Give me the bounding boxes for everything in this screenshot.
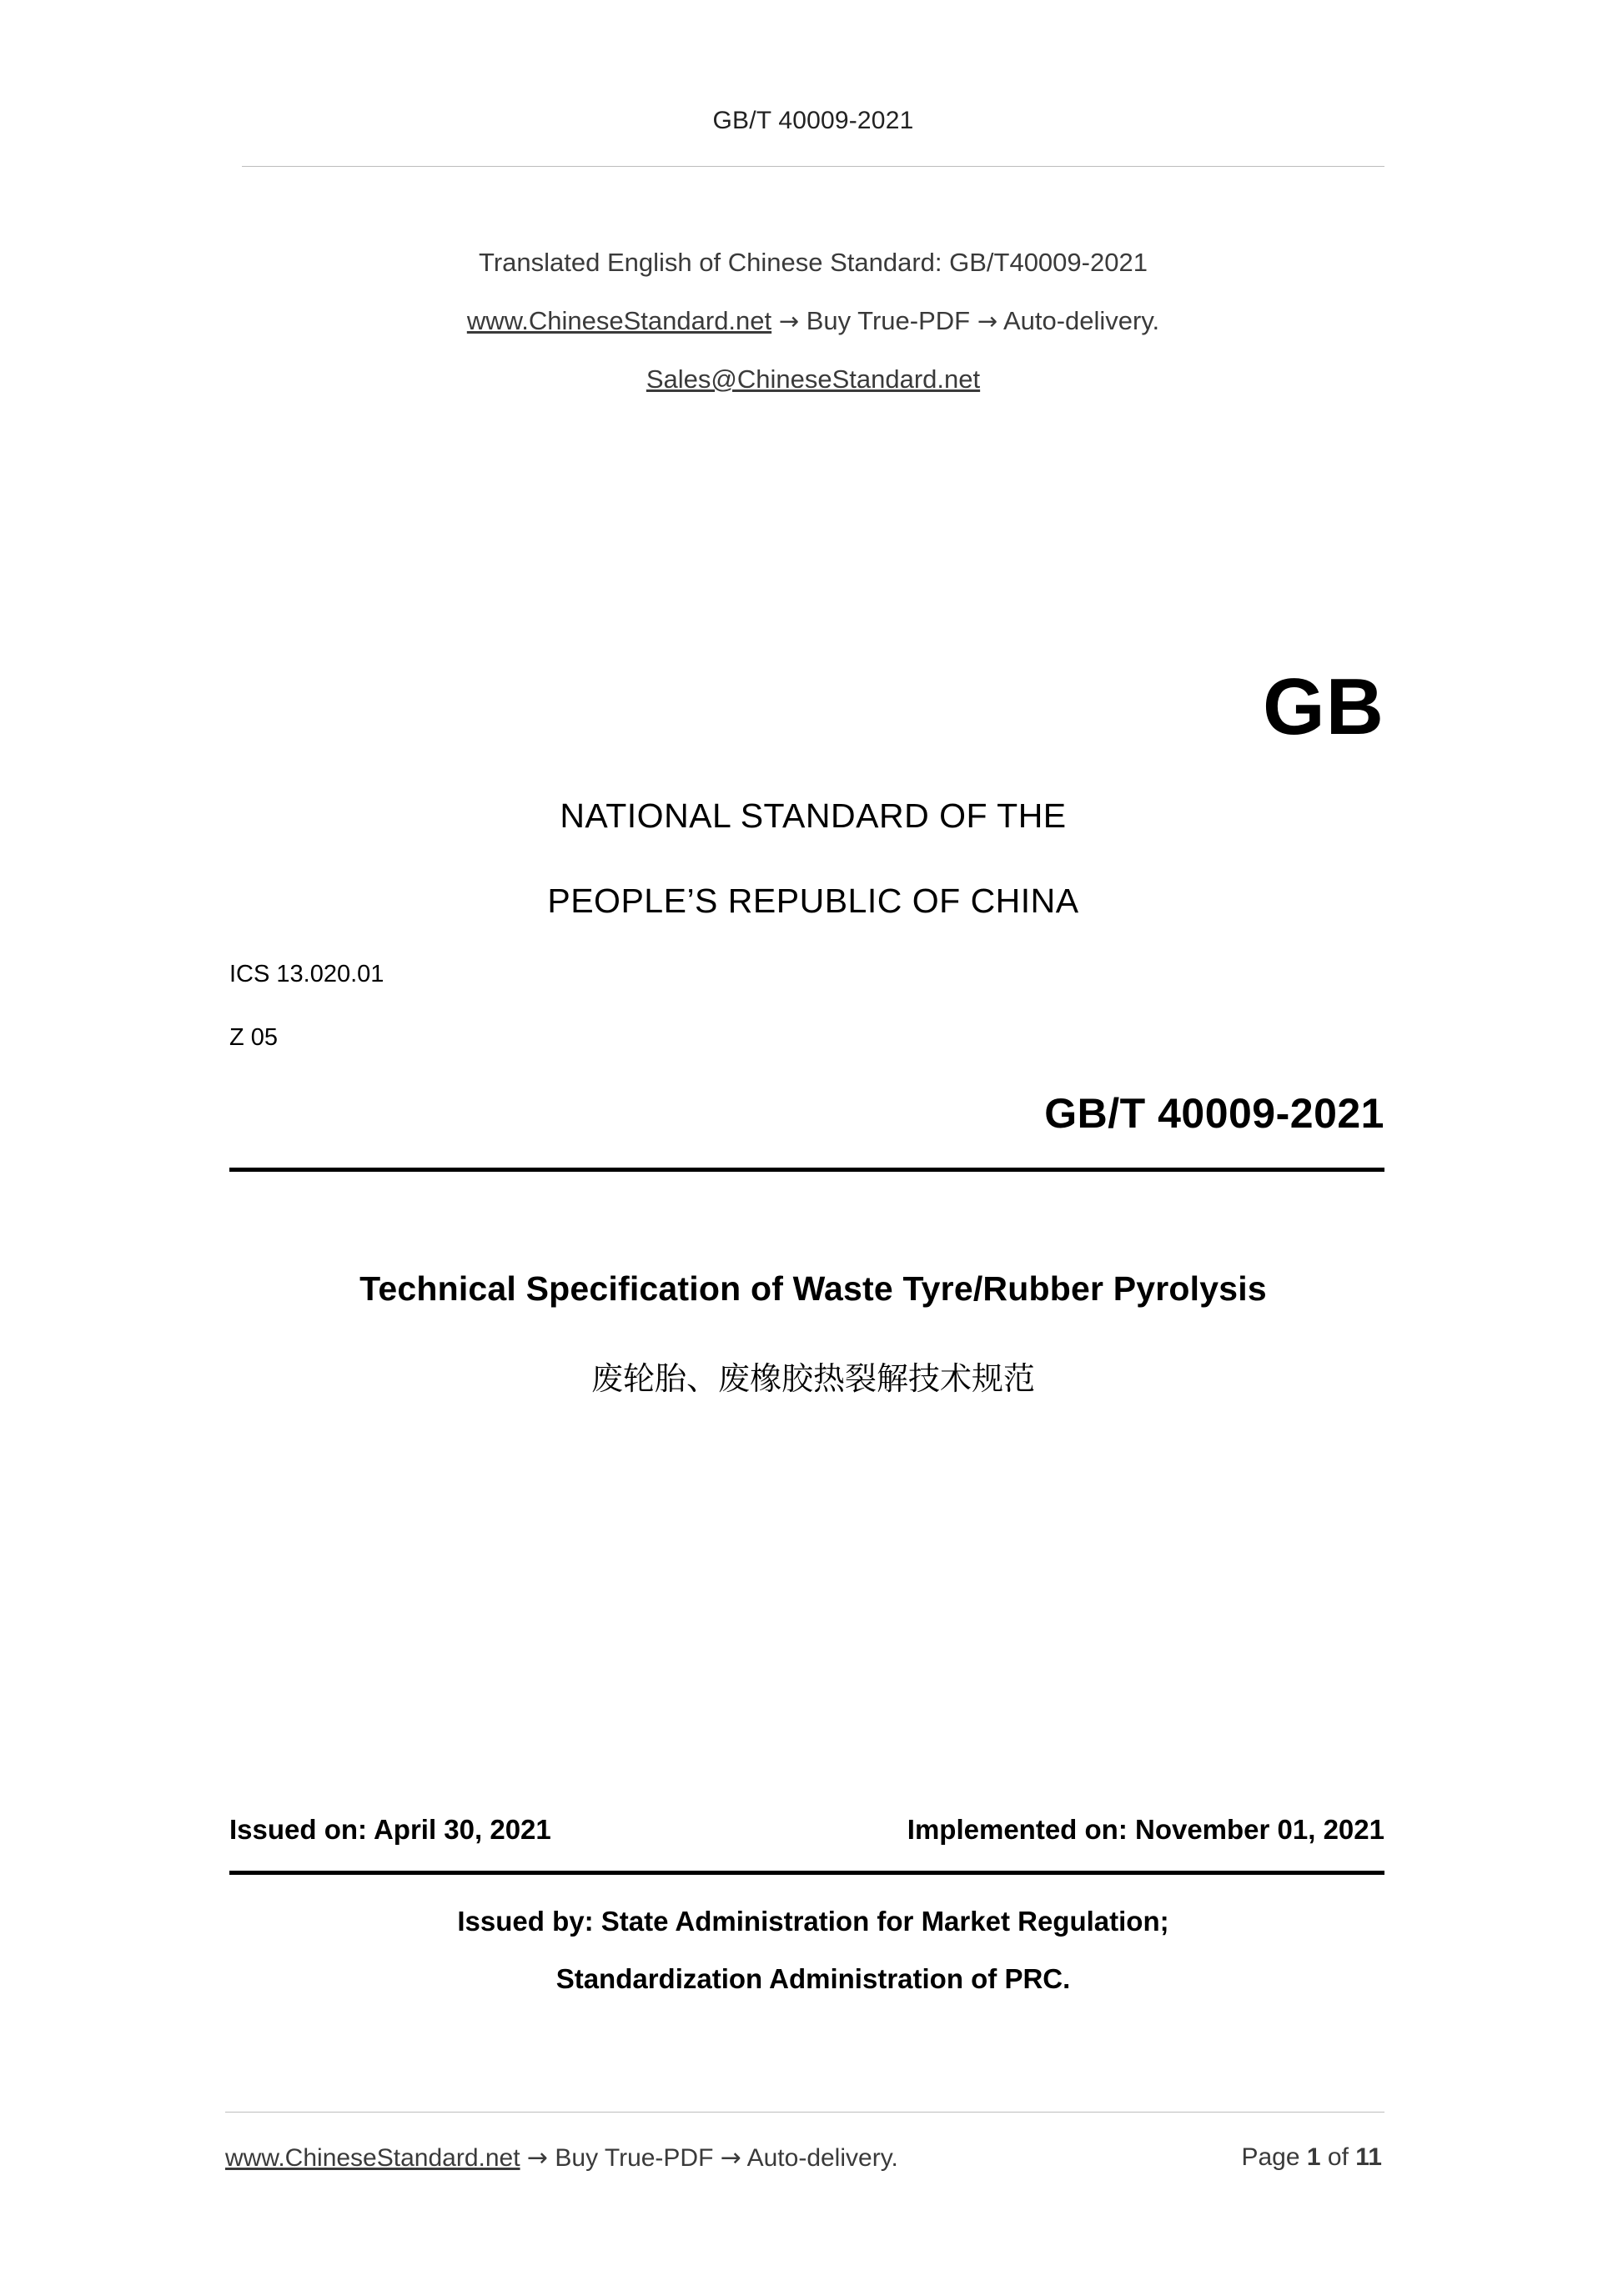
heavy-divider-top: [229, 1168, 1384, 1172]
footer-page-indicator: [1241, 2143, 1382, 2172]
heavy-divider-bottom: [229, 1871, 1384, 1875]
header-standard-code: GB/T 40009-2021: [712, 107, 914, 134]
footer-site-link[interactable]: www.ChineseStandard.net: [225, 2144, 520, 2172]
national-standard-line-2: PEOPLE’S REPUBLIC OF CHINA: [547, 882, 1079, 920]
footer-page-word: Page: [1241, 2143, 1300, 2171]
issued-by-line-1: Issued by: State Administration for Market Regulation;: [457, 1906, 1169, 1937]
promo-delivery-text: Auto-delivery.: [1002, 306, 1160, 335]
header-divider: [242, 166, 1384, 167]
title-english: Technical Specification of Waste Tyre/Rubber Pyrolysis: [359, 1269, 1267, 1308]
promo-email-link[interactable]: Sales@ChineseStandard.net: [646, 364, 981, 394]
promo-line-links: [242, 292, 1384, 350]
footer-of-word: of: [1327, 2143, 1349, 2171]
page-content: [225, 0, 1384, 2296]
footer-buy-text: Buy True-PDF: [555, 2144, 714, 2172]
standard-number: GB/T 40009-2021: [1044, 1090, 1384, 1137]
ics-code: ICS 13.020.01: [229, 961, 384, 987]
arrow-right-icon-1: →: [778, 307, 800, 335]
footer-left: [225, 2143, 898, 2173]
national-standard-line-1: NATIONAL STANDARD OF THE: [560, 796, 1067, 835]
gb-mark: GB: [1263, 662, 1384, 751]
promo-block: [242, 234, 1384, 409]
classification-code: Z 05: [229, 1024, 279, 1051]
arrow-right-icon-4: →: [720, 2143, 741, 2173]
footer-divider: [225, 2112, 1384, 2113]
issued-by-line-2: Standardization Administration of PRC.: [555, 1963, 1071, 1994]
promo-line-email: [242, 350, 1384, 409]
promo-line-translated: Translated English of Chinese Standard: GB/T40009-2021: [479, 248, 1148, 277]
footer-delivery-text: Auto-delivery.: [746, 2144, 898, 2172]
arrow-right-icon-3: →: [526, 2143, 549, 2173]
footer-page-number: 1: [1306, 2143, 1321, 2171]
arrow-right-icon-2: →: [977, 307, 998, 335]
title-chinese: 废轮胎、废橡胶热裂解技术规范: [590, 1360, 1035, 1397]
issued-on-date: Issued on: April 30, 2021: [229, 1814, 551, 1845]
implemented-on-date: Implemented on: November 01, 2021: [907, 1814, 1384, 1845]
footer-page-total: 11: [1355, 2143, 1382, 2171]
promo-buy-text: Buy True-PDF: [806, 306, 971, 335]
promo-site-link[interactable]: www.ChineseStandard.net: [466, 306, 772, 335]
